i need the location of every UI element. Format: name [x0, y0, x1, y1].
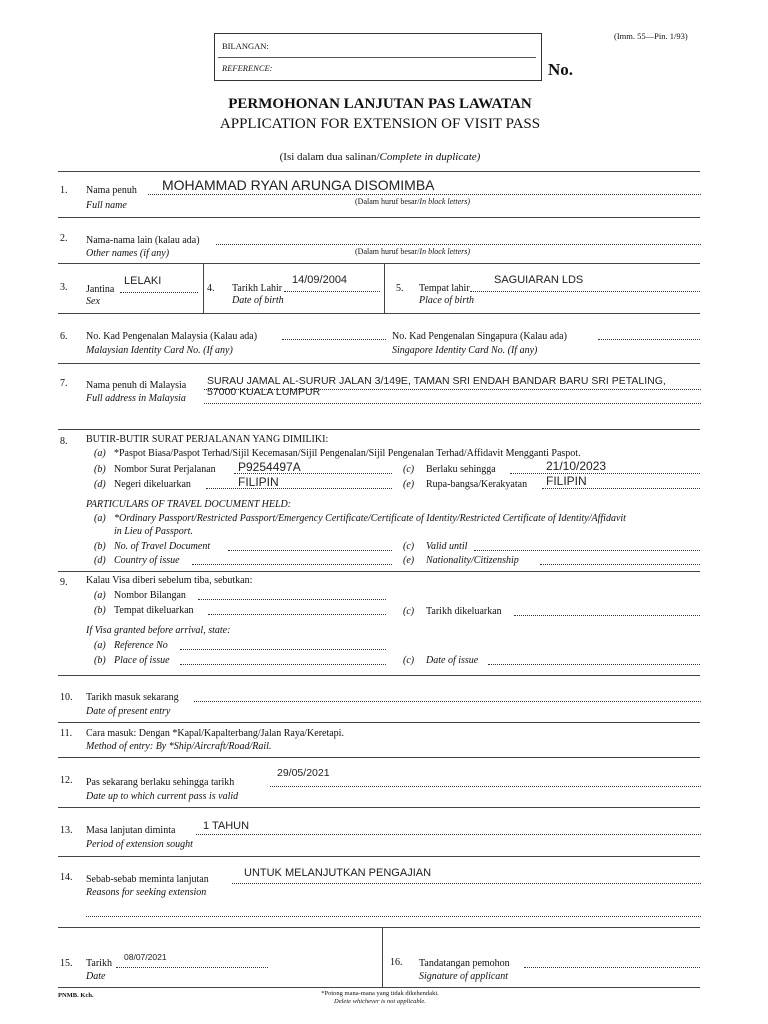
country-issue-line	[206, 488, 392, 489]
footer-note-en: Delete whichever is not applicable.	[334, 998, 426, 1005]
field-number: 14.	[60, 872, 73, 883]
dob-line	[284, 291, 380, 292]
item-c-label: (c)	[403, 464, 415, 475]
visa-c-label: (c)	[403, 606, 415, 617]
malaysia-ic-label: No. Kad Pengenalan Malaysia (Kalau ada)	[86, 331, 258, 342]
travel-doc-no-label: Nombor Surat Perjalanan	[114, 464, 216, 475]
item-a-label: (a)	[94, 448, 106, 459]
title-malay: PERMOHONAN LANJUTAN PAS LAWATAN	[228, 96, 532, 112]
nationality-label-en: Nationality/Citizenship	[426, 555, 519, 566]
divider	[58, 987, 700, 988]
note-malay: (Dalam huruf besar/	[355, 197, 420, 206]
valid-until-label: Berlaku sehingga	[426, 464, 496, 475]
visa-ref-label: Nombor Bilangan	[114, 590, 186, 601]
note-malay: (Dalam huruf besar/	[355, 247, 420, 256]
divider	[58, 171, 700, 172]
item-b-label: (b)	[94, 464, 106, 475]
other-names-label-en: Other names (if any)	[86, 248, 170, 259]
form-code: (Imm. 55—Pin. 1/93)	[614, 31, 688, 41]
item-e-label-en: (e)	[403, 555, 415, 566]
nationality-line	[542, 488, 700, 489]
visa-date-label: Tarikh dikeluarkan	[426, 606, 502, 617]
visa-date-line	[514, 615, 700, 616]
divider	[58, 722, 700, 723]
country-issue-line-en	[192, 564, 392, 565]
pob-label: Tempat lahir	[419, 283, 470, 294]
dob-label: Tarikh Lahir	[232, 283, 283, 294]
reasons-value[interactable]: UNTUK MELANJUTKAN PENGAJIAN	[244, 867, 432, 879]
other-names-note	[355, 247, 470, 256]
pass-valid-label-en: Date up to which current pass is valid	[86, 791, 239, 802]
divider-vertical	[382, 927, 383, 987]
singapore-ic-line	[598, 339, 700, 340]
field-number: 4.	[207, 283, 215, 294]
country-issue-value[interactable]: FILIPIN	[238, 475, 279, 489]
item-a-text-en-2: in Lieu of Passport.	[114, 526, 193, 537]
field-number: 6.	[60, 331, 68, 342]
item-a-text: *Paspot Biasa/Paspot Terhad/Sijil Kecemasan/Sijil Pengenalan/Sijil Pengenalan Terhad/Affidavit Mengganti Paspot.	[114, 448, 581, 459]
valid-until-label-en: Valid until	[426, 541, 468, 552]
entry-date-label-en: Date of present entry	[86, 706, 171, 717]
entry-method-label: Cara masuk: Dengan *Kapal/Kapalterbang/Jalan Raya/Keretapi.	[86, 728, 344, 739]
visa-b-label-en: (b)	[94, 655, 106, 666]
item-e-label: (e)	[403, 479, 415, 490]
address-line-2	[204, 403, 701, 404]
divider	[58, 313, 700, 314]
reference-divider	[218, 57, 536, 58]
date-label-en: Date	[86, 971, 106, 982]
footer-code: PNMB. Kch.	[58, 992, 94, 999]
date-label: Tarikh	[86, 958, 112, 969]
field-number: 2.	[60, 233, 68, 244]
field-number: 10.	[60, 692, 73, 703]
visa-date-line-en	[488, 664, 700, 665]
visa-a-label: (a)	[94, 590, 106, 601]
travel-doc-no-label-en: No. of Travel Document	[114, 541, 211, 552]
item-a-text-en: *Ordinary Passport/Restricted Passport/Emergency Certificate/Certificate of Identity/Restricted Certificate of Identity/Affidavit	[114, 513, 626, 524]
visa-ref-line-en	[180, 649, 386, 650]
full-name-line	[148, 194, 701, 195]
malaysia-ic-label-en: Malaysian Identity Card No. (If any)	[86, 345, 233, 356]
extension-period-label: Masa lanjutan diminta	[86, 825, 176, 836]
item-a-label-en: (a)	[94, 513, 106, 524]
item-b-label-en: (b)	[94, 541, 106, 552]
pob-value[interactable]: SAGUIARAN LDS	[494, 274, 584, 286]
nationality-value[interactable]: FILIPIN	[546, 474, 587, 488]
divider	[58, 856, 700, 857]
visa-place-line	[208, 614, 386, 615]
field-number: 16.	[390, 957, 403, 968]
malaysia-ic-line	[282, 339, 386, 340]
divider	[58, 675, 700, 676]
sex-value[interactable]: LELAKI	[124, 275, 162, 287]
travel-doc-no-line-en	[228, 550, 392, 551]
travel-doc-no-value[interactable]: P9254497A	[238, 460, 301, 474]
pass-valid-label: Pas sekarang berlaku sehingga tarikh	[86, 777, 235, 788]
visa-a-label-en: (a)	[94, 640, 106, 651]
pass-valid-value[interactable]: 29/05/2021	[277, 767, 330, 779]
valid-until-value[interactable]: 21/10/2023	[546, 459, 607, 473]
entry-date-line	[194, 701, 701, 702]
visa-date-label-en: Date of issue	[426, 655, 479, 666]
field-number: 15.	[60, 958, 73, 969]
field-number: 13.	[60, 825, 73, 836]
field-number: 3.	[60, 282, 68, 293]
country-issue-label: Negeri dikeluarkan	[114, 479, 191, 490]
reference-label: REFERENCE:	[222, 63, 273, 73]
no-label: No.	[548, 60, 574, 79]
extension-period-label-en: Period of extension sought	[86, 839, 193, 850]
subtitle-english: Complete in duplicate)	[379, 151, 481, 163]
field-number: 9.	[60, 577, 68, 588]
bilangan-label: BILANGAN:	[222, 41, 269, 51]
dob-value[interactable]: 14/09/2004	[292, 274, 348, 286]
singapore-ic-label: No. Kad Pengenalan Singapura (Kalau ada)	[392, 331, 567, 342]
address-label: Nama penuh di Malaysia	[86, 380, 187, 391]
other-names-label: Nama-nama lain (kalau ada)	[86, 235, 200, 246]
sex-label-en: Sex	[86, 296, 100, 307]
divider	[58, 807, 700, 808]
divider	[58, 363, 700, 364]
pob-label-en: Place of birth	[419, 295, 474, 306]
pob-line	[470, 291, 700, 292]
divider	[58, 429, 700, 430]
valid-until-line-en	[474, 550, 700, 551]
travel-doc-heading-en: PARTICULARS OF TRAVEL DOCUMENT HELD:	[86, 499, 292, 510]
subtitle	[0, 151, 760, 163]
footer-note-malay: *Potong mana-mana yang tidak dikehendaki.	[321, 990, 439, 997]
subtitle-malay: (Isi dalam dua salinan/	[279, 151, 380, 163]
address-value-line2[interactable]: 57000 KUALA LUMPUR	[207, 386, 321, 398]
full-name-value[interactable]: MOHAMMAD RYAN ARUNGA DISOMIMBA	[162, 177, 435, 193]
signature-label: Tandatangan pemohon	[419, 958, 510, 969]
divider	[58, 217, 700, 218]
visa-c-label-en: (c)	[403, 655, 415, 666]
full-name-note	[355, 197, 470, 206]
item-d-label: (d)	[94, 479, 106, 490]
signature-label-en: Signature of applicant	[419, 971, 509, 982]
divider	[58, 927, 700, 928]
visa-place-label-en: Place of issue	[114, 655, 170, 666]
divider-vertical	[203, 263, 204, 313]
field-number: 1.	[60, 185, 68, 196]
date-value[interactable]: 08/07/2021	[124, 952, 167, 962]
travel-doc-heading: BUTIR-BUTIR SURAT PERJALANAN YANG DIMILIKI:	[86, 434, 329, 445]
reasons-line-2	[86, 916, 701, 917]
item-d-label-en: (d)	[94, 555, 106, 566]
reasons-label: Sebab-sebab meminta lanjutan	[86, 874, 209, 885]
entry-date-label: Tarikh masuk sekarang	[86, 692, 179, 703]
singapore-ic-label-en: Singapore Identity Card No. (If any)	[392, 345, 538, 356]
visa-heading: Kalau Visa diberi sebelum tiba, sebutkan:	[86, 575, 253, 586]
visa-heading-en: If Visa granted before arrival, state:	[86, 625, 231, 636]
visa-ref-label-en: Reference No	[114, 640, 168, 651]
entry-method-label-en: Method of entry: By *Ship/Aircraft/Road/Rail.	[86, 741, 272, 752]
extension-period-value[interactable]: 1 TAHUN	[203, 820, 250, 832]
country-issue-label-en: Country of issue	[114, 555, 180, 566]
pass-valid-line	[270, 786, 701, 787]
visa-place-line-en	[180, 664, 386, 665]
full-name-label-en: Full name	[86, 200, 127, 211]
divider	[58, 263, 700, 264]
note-en: In block letters)	[419, 247, 471, 256]
signature-line	[524, 967, 700, 968]
visa-b-label: (b)	[94, 605, 106, 616]
field-number: 5.	[396, 283, 404, 294]
reasons-label-en: Reasons for seeking extension	[86, 887, 207, 898]
item-c-label-en: (c)	[403, 541, 415, 552]
sex-line	[120, 292, 198, 293]
valid-until-line	[510, 473, 700, 474]
sex-label: Jantina	[86, 284, 115, 295]
date-line	[116, 967, 268, 968]
address-label-en: Full address in Malaysia	[86, 393, 186, 404]
field-number: 11.	[60, 728, 73, 739]
extension-period-line	[196, 834, 701, 835]
title-english: APPLICATION FOR EXTENSION OF VISIT PASS	[219, 116, 541, 132]
field-number: 12.	[60, 775, 73, 786]
nationality-label: Rupa-bangsa/Kerakyatan	[426, 479, 528, 490]
field-number: 8.	[60, 436, 68, 447]
divider-vertical	[384, 263, 385, 313]
note-en: In block letters)	[419, 197, 471, 206]
nationality-line-en	[540, 564, 700, 565]
address-value-line1[interactable]: SURAU JAMAL AL-SURUR JALAN 3/149E, TAMAN SRI ENDAH BANDAR BARU SRI PETALING,	[207, 375, 666, 387]
divider	[58, 571, 700, 572]
dob-label-en: Date of birth	[232, 295, 284, 306]
reasons-line	[232, 883, 701, 884]
other-names-line	[216, 244, 701, 245]
divider	[58, 757, 700, 758]
field-number: 7.	[60, 378, 68, 389]
visa-place-label: Tempat dikeluarkan	[114, 605, 194, 616]
full-name-label: Nama penuh	[86, 185, 137, 196]
visa-ref-line	[198, 599, 386, 600]
